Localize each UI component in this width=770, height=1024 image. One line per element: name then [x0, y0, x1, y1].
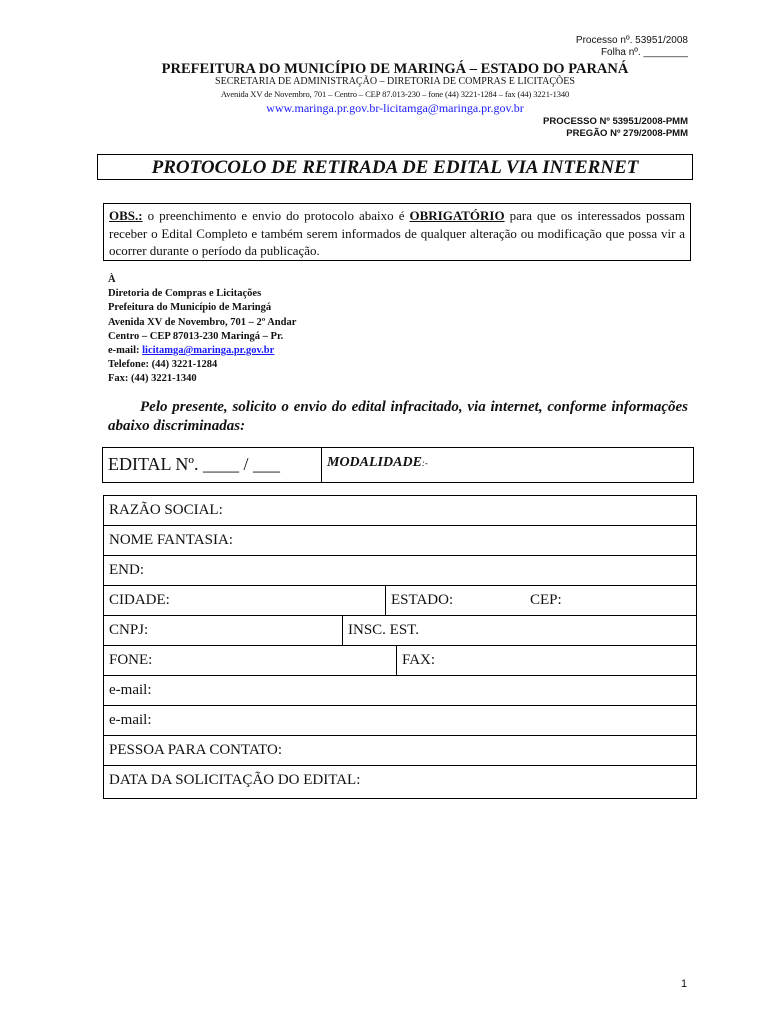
recipient-email-line [108, 344, 296, 358]
insc-est-field[interactable]: INSC. EST. [348, 622, 419, 638]
process-block [543, 116, 688, 140]
form-row-cnpj [104, 616, 696, 646]
fone-field[interactable]: FONE: [109, 652, 153, 668]
request-paragraph: Pelo presente, solicito o envio do edital infracitado, via internet, conforme informações abaixo discriminadas: [108, 399, 688, 434]
recipient-line: Prefeitura do Município de Maringá [108, 302, 272, 314]
recipient-salutation: À [108, 274, 116, 285]
pregao-number: PREGÃO Nº 279/2008-PMM [566, 128, 688, 139]
folha-reference: Folha nº. ________ [600, 47, 688, 58]
cep-field[interactable]: CEP: [530, 592, 562, 608]
cidade-field[interactable]: CIDADE: [109, 592, 170, 608]
recipient-line: Centro – CEP 87013-230 Maringá – Pr. [108, 330, 284, 342]
recipient-phone: Telefone: (44) 3221-1284 [108, 359, 218, 371]
recipient-email-label: e-mail: [108, 345, 143, 357]
recipient-address [108, 273, 296, 387]
obs-text-2: para que os interessados possam receber o Edital Completo e também serem informados de qualquer alteração ou modificação que possa vir a ocorrer durante o período da publicação. [109, 208, 685, 258]
form-row-contato [104, 736, 696, 766]
recipient-email-link[interactable]: licitamga@maringa.pr.gov.br [142, 345, 275, 357]
obs-notice [103, 203, 691, 261]
obs-text-1: o preenchimento e envio do protocolo abaixo é [142, 208, 410, 223]
email-field-1[interactable]: e-mail: [109, 682, 152, 698]
fax-field[interactable]: FAX: [402, 652, 436, 668]
recipient-fax: Fax: (44) 3221-1340 [108, 373, 197, 385]
cnpj-field[interactable]: CNPJ: [109, 622, 149, 638]
website-link[interactable]: www.maringa.pr.gov.br [266, 101, 380, 115]
document-title: PROTOCOLO DE RETIRADA DE EDITAL VIA INTERNET [97, 154, 693, 180]
nome-fantasia-field[interactable]: NOME FANTASIA: [109, 532, 233, 548]
razao-social-field[interactable]: RAZÃO SOCIAL: [109, 502, 223, 518]
recipient-line: Diretoria de Compras e Licitações [108, 288, 262, 300]
form-row-nome-fantasia [104, 526, 696, 556]
organization-title: PREFEITURA DO MUNICÍPIO DE MARINGÁ – ESTADO DO PARANÁ [161, 61, 629, 77]
form-row-email-1 [104, 676, 696, 706]
form-row-cidade [104, 586, 696, 616]
edital-number-field[interactable]: EDITAL Nº. ____ / ___ [108, 454, 280, 474]
processo-number: PROCESSO Nº 53951/2008-PMM [543, 116, 688, 127]
processo-reference: Processo nº. 53951/2008 Folha nº. ________ [575, 35, 688, 58]
modalidade-field[interactable]: MODALIDADE:- [327, 455, 428, 470]
estado-field[interactable]: ESTADO: [391, 592, 454, 608]
header-address: Avenida XV de Novembro, 701 – Centro – CEP 87.013-230 – fone (44) 3221-1284 – fax (44) 3221-1340 [220, 89, 570, 99]
data-solicitacao-field[interactable]: DATA DA SOLICITAÇÃO DO EDITAL: [109, 772, 361, 788]
form-row-fone [104, 646, 696, 676]
page-number: 1 [681, 978, 688, 990]
email-field-2[interactable]: e-mail: [109, 712, 152, 728]
header-web-line [0, 101, 770, 116]
obs-label: OBS.: [109, 208, 143, 223]
form-row-email-2 [104, 706, 696, 736]
form-row-razao-social [104, 496, 696, 526]
form-row-end [104, 556, 696, 586]
obs-emphasis: OBRIGATÓRIO [409, 208, 505, 223]
form-row-data [104, 766, 696, 798]
company-form [103, 495, 697, 799]
endereco-field[interactable]: END: [109, 562, 144, 578]
web-separator: - [379, 101, 384, 115]
secretaria-line: SECRETARIA DE ADMINISTRAÇÃO – DIRETORIA DE COMPRAS E LICITAÇÕES [215, 76, 575, 87]
recipient-line: Avenida XV de Novembro, 701 – 2º Andar [108, 316, 297, 328]
contato-field[interactable]: PESSOA PARA CONTATO: [109, 742, 283, 758]
email-link[interactable]: licitamga@maringa.pr.gov.br [383, 101, 524, 115]
